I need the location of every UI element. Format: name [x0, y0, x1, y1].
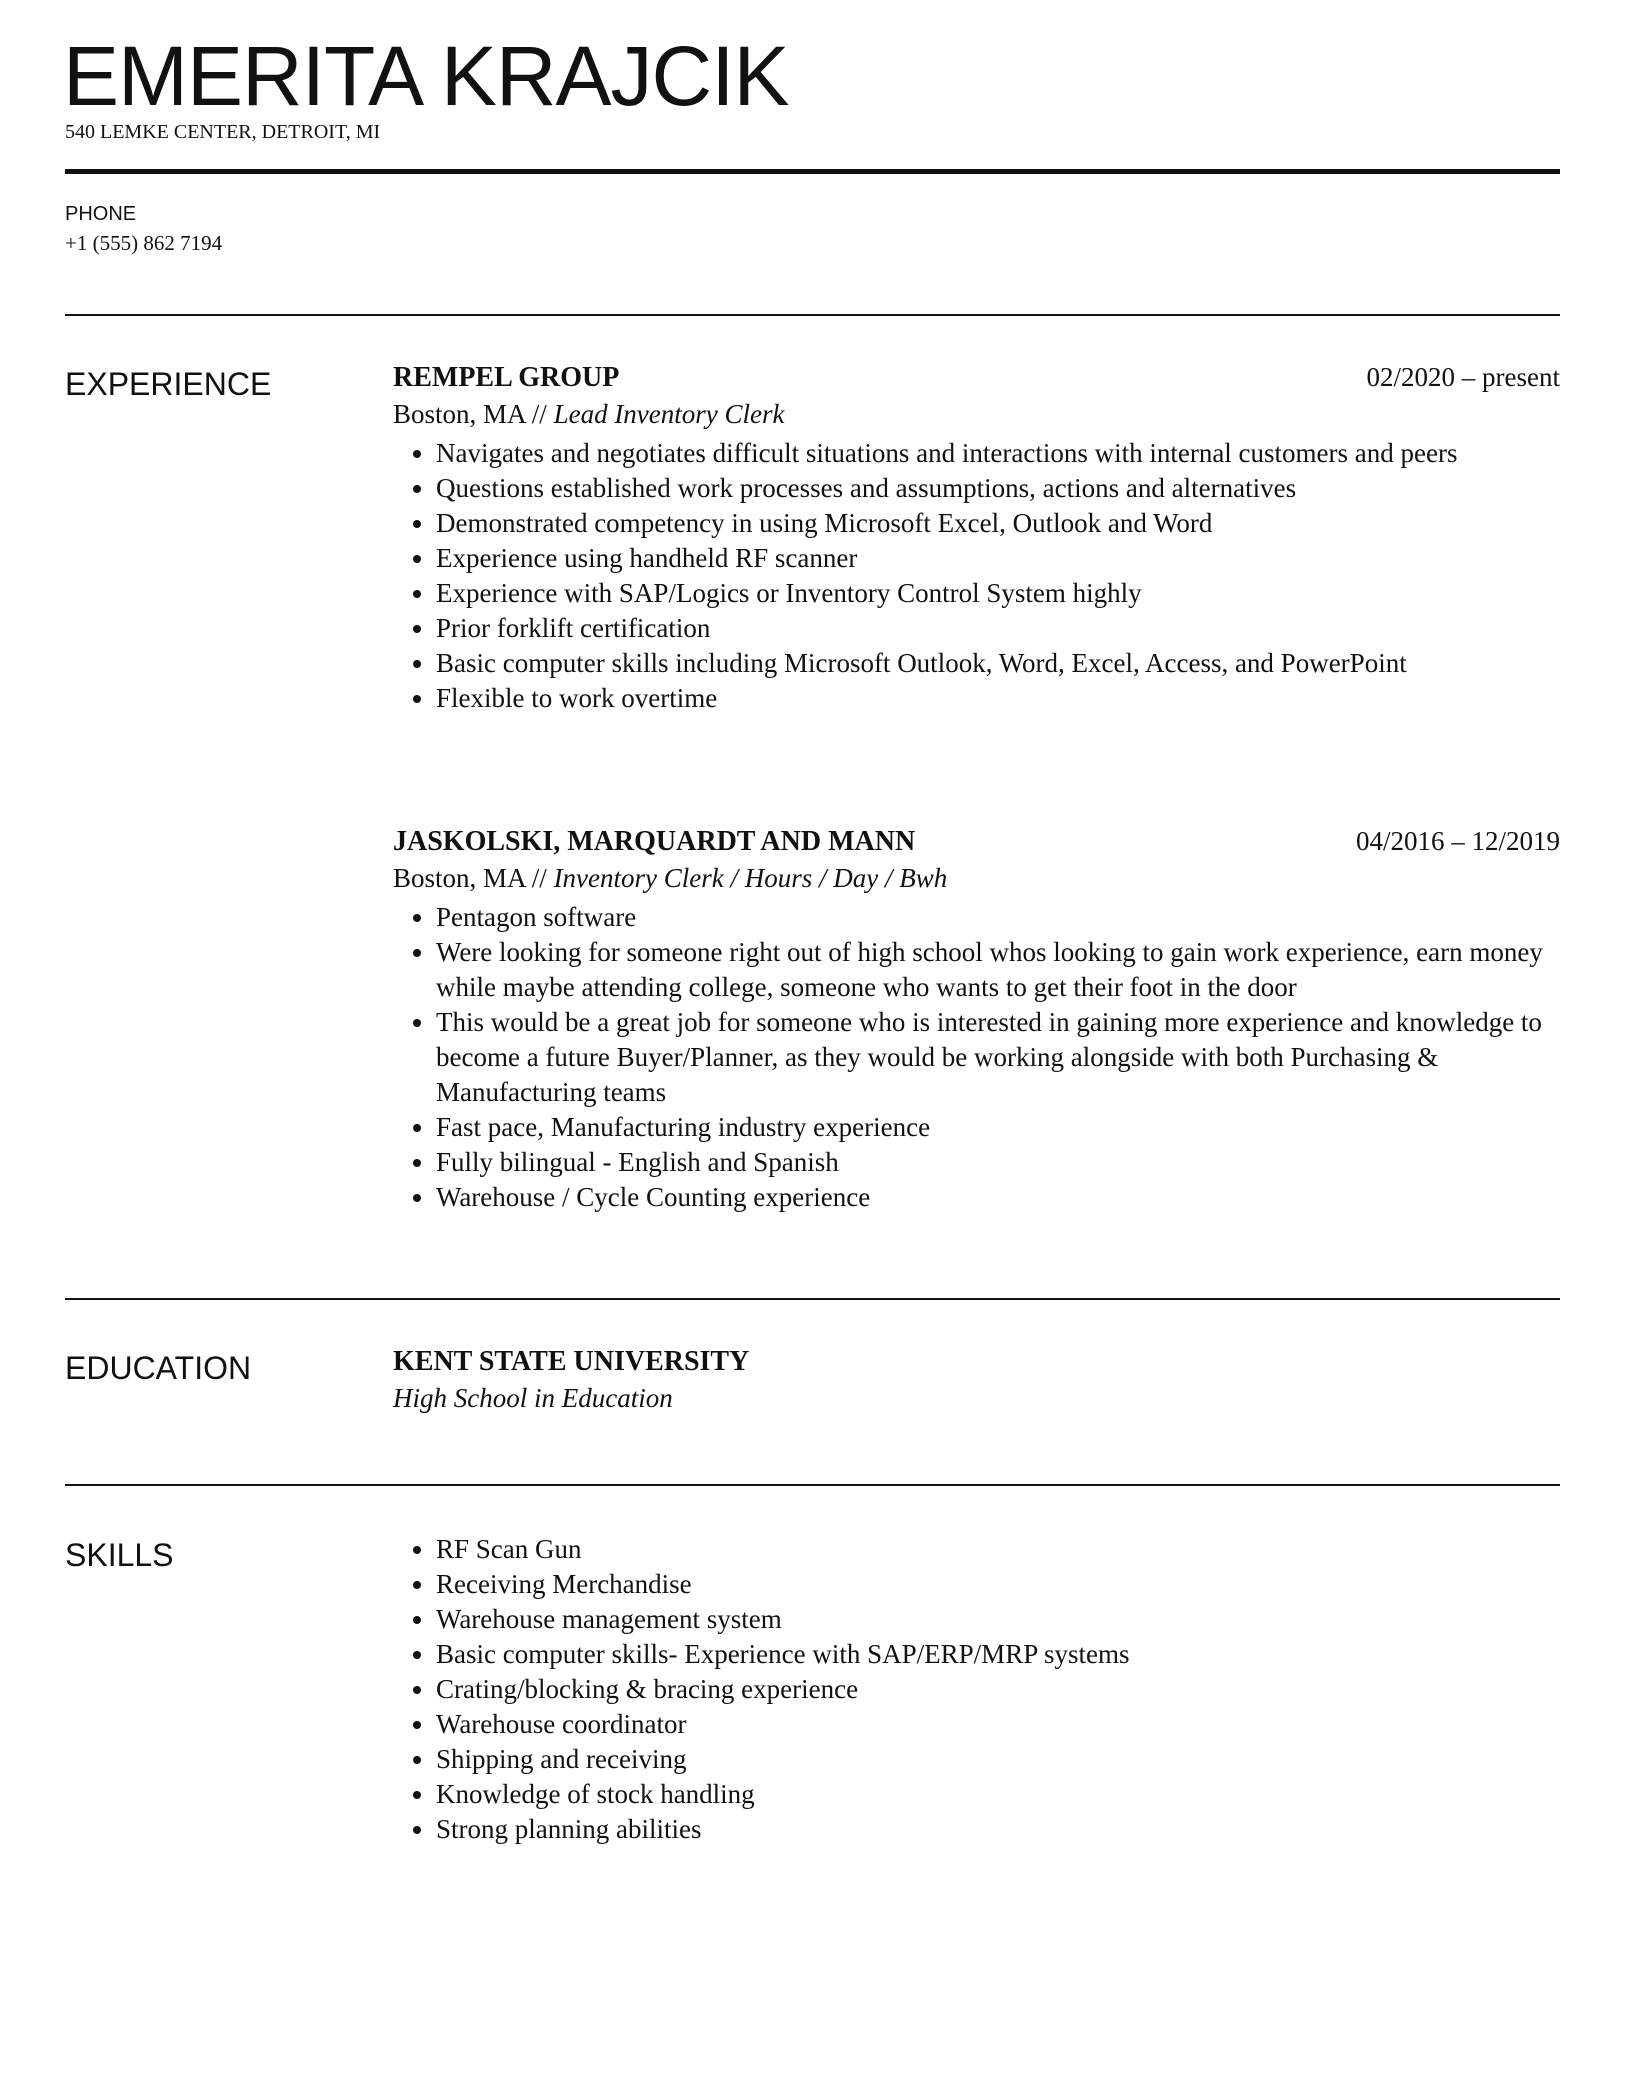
skills-list: [393, 1532, 1560, 1847]
section-divider: [65, 314, 1560, 316]
list-item: • Demonstrated competency in using Microsoft Excel, Outlook and Word: [436, 506, 1560, 541]
company-name: JASKOLSKI, MARQUARDT AND MANN: [393, 826, 916, 857]
skills-heading: SKILLS: [65, 1537, 174, 1573]
list-item: • Experience with SAP/Logics or Inventory Control System highly: [436, 576, 1560, 611]
job-entry: [393, 362, 1560, 716]
list-item: • Knowledge of stock handling: [436, 1777, 1560, 1812]
degree: High School in Education: [393, 1383, 673, 1413]
header-divider: [65, 169, 1560, 174]
job-title: Inventory Clerk / Hours / Day / Bwh: [553, 863, 948, 893]
list-item: • Basic computer skills- Experience with SAP/ERP/MRP systems: [436, 1637, 1560, 1672]
phone-value: +1 (555) 862 7194: [65, 231, 223, 255]
job-location: Boston, MA: [393, 399, 526, 429]
job-dates: 02/2020 – present: [1366, 362, 1560, 392]
list-item: • Fast pace, Manufacturing industry experience: [436, 1110, 1560, 1145]
list-item: • Warehouse management system: [436, 1602, 1560, 1637]
job-dates: 04/2016 – 12/2019: [1355, 826, 1560, 856]
education-heading: EDUCATION: [65, 1350, 252, 1386]
separator: //: [531, 399, 547, 429]
list-item: • Experience using handheld RF scanner: [436, 541, 1560, 576]
job-bullets: [393, 436, 1560, 716]
list-item: • Strong planning abilities: [436, 1812, 1560, 1847]
list-item: • Were looking for someone right out of high school whos looking to gain work experience, earn money while maybe attending college, someone who wants to get their foot in the door: [436, 935, 1560, 1005]
section-divider: [65, 1484, 1560, 1486]
job-location: Boston, MA: [393, 863, 526, 893]
list-item: • Navigates and negotiates difficult situations and interactions with internal customers and peers: [436, 436, 1560, 471]
job-bullets: [393, 900, 1560, 1215]
candidate-name: EMERITA KRAJCIK: [63, 29, 789, 123]
phone-label: PHONE: [65, 203, 137, 225]
job-title: Lead Inventory Clerk: [553, 399, 785, 429]
list-item: • Basic computer skills including Microsoft Outlook, Word, Excel, Access, and PowerPoint: [436, 646, 1560, 681]
school-name: KENT STATE UNIVERSITY: [393, 1346, 750, 1377]
separator: //: [531, 863, 547, 893]
list-item: • Receiving Merchandise: [436, 1567, 1560, 1602]
job-entry: [393, 826, 1560, 1215]
experience-heading: EXPERIENCE: [65, 366, 272, 402]
section-divider: [65, 1298, 1560, 1300]
list-item: • Pentagon software: [436, 900, 1560, 935]
list-item: • RF Scan Gun: [436, 1532, 1560, 1567]
list-item: • Warehouse coordinator: [436, 1707, 1560, 1742]
list-item: • Flexible to work overtime: [436, 681, 1560, 716]
list-item: • Questions established work processes and assumptions, actions and alternatives: [436, 471, 1560, 506]
list-item: • Crating/blocking & bracing experience: [436, 1672, 1560, 1707]
address: 540 LEMKE CENTER, DETROIT, MI: [65, 121, 381, 143]
list-item: • Warehouse / Cycle Counting experience: [436, 1180, 1560, 1215]
list-item: • Prior forklift certification: [436, 611, 1560, 646]
education-entry: [393, 1346, 1560, 1418]
company-name: REMPEL GROUP: [393, 362, 620, 393]
list-item: • This would be a great job for someone who is interested in gaining more experience and knowledge to become a future Buyer/Planner, as they would be working alongside with both Purchasing & Manufacturing teams: [436, 1005, 1560, 1110]
list-item: • Fully bilingual - English and Spanish: [436, 1145, 1560, 1180]
list-item: • Shipping and receiving: [436, 1742, 1560, 1777]
